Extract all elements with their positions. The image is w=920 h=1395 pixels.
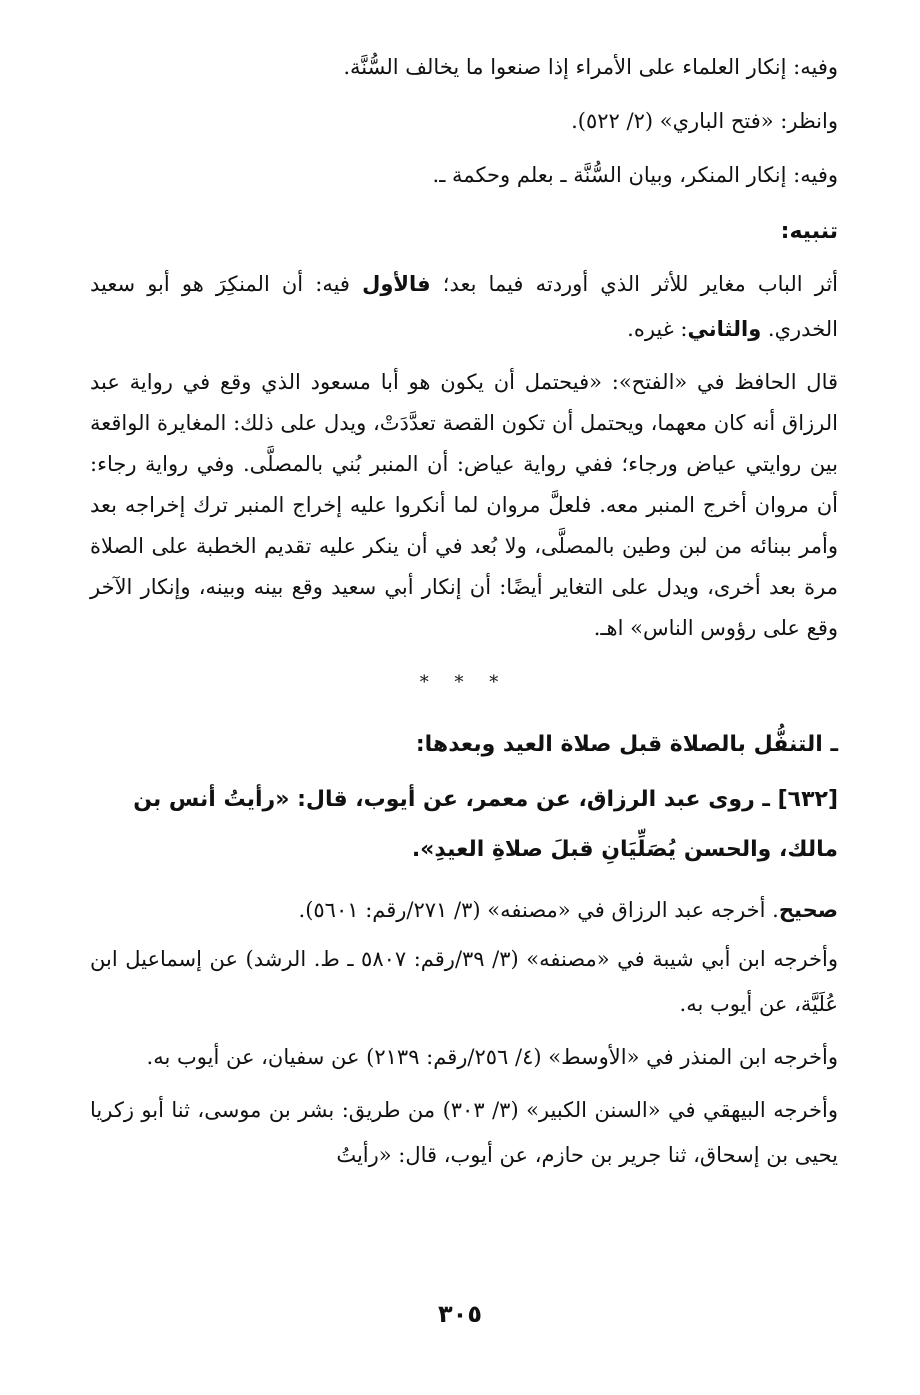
text-line-scholars-objection: وفيه: إنكار العلماء على الأمراء إذا صنعوا ما يخالف السُّنَّة. (343, 55, 838, 79)
tanbih-text-c: فيه: أن المنكِرَ هو أبو سعيد الخدري. (90, 272, 838, 341)
tanbih-text-e: : غيره. (627, 317, 688, 341)
takhrij-ibn-al-mundhir: وأخرجه ابن المنذر في «الأوسط» (٤/ ٢٥٦/رقم: ٢١٣٩) عن سفيان، عن أيوب به. (146, 1045, 838, 1069)
takhrij-ibn-abi-shaybah: وأخرجه ابن أبي شيبة في «مصنفه» (٣/ ٣٩/رقم: ٥٨٠٧ ـ ط. الرشد) عن إسماعيل ابن عُلَيَّة، عن أيوب به. (90, 947, 839, 1016)
text-line-forbidding-evil: وفيه: إنكار المنكر، وبيان السُّنَّة ـ بعلم وحكمة ـ. (432, 163, 838, 187)
tanbih-heading: تنبيه: (780, 219, 838, 244)
section-heading-nafl-prayer: ـ التنفُّل بالصلاة قبل صلاة العيد وبعدها: (415, 732, 838, 757)
page-number: ٣٠٥ (438, 1300, 482, 1328)
text-line-see-fath-albari: وانظر: «فتح الباري» (٢/ ٥٢٢). (571, 109, 838, 133)
grade-line (90, 883, 838, 937)
section-separator-stars: * * * (419, 672, 509, 693)
tanbih-second-label: والثاني (687, 317, 762, 341)
tanbih-first-label: فالأول (362, 272, 431, 296)
grade-label: صحيح (778, 898, 838, 922)
tanbih-paragraph-1 (90, 262, 838, 352)
tanbih-paragraph-hafiz-quote: قال الحافظ في «الفتح»: «فيحتمل أن يكون هو أبا مسعود الذي وقع في رواية عبد الرزاق أنه كان معهما، ويحتمل أن تكون القصة تعدَّدَتْ، ويدل على ذلك: المغايرة الواقعة بين روايتي عياض ورجاء؛ ففي رواية عياض: أن المنبر بُني بالمصلَّى. وفي رواية رجاء: أن مروان أخرج المنبر معه. فلعلَّ مروان لما أنكروا عليه إخراج المنبر ترك إخراجه بعد وأمر ببنائه من لبن وطين بالمصلَّى، ولا بُعد في أن ينكر عليه تقديم الخطبة على الصلاة مرة بعد أخرى، ويدل على التغاير أيضًا: أن إنكار أبي سعيد وقع بينه وبينه، وإنكار الآخر وقع على رؤوس الناس» اهـ. (90, 370, 838, 640)
hadith-632-text: [٦٣٢] ـ روى عبد الرزاق، عن معمر، عن أيوب، قال: «رأيتُ أنس بن مالك، والحسن يُصَلِّيَانِ قبلَ صلاةِ العيدِ». (133, 787, 838, 862)
takhrij-bayhaqi: وأخرجه البيهقي في «السنن الكبير» (٣/ ٣٠٣) من طريق: بشر بن موسى، ثنا أبو زكريا يحيى بن إسحاق، ثنا جرير بن حازم، عن أيوب، قال: «رأيتُ (90, 1098, 838, 1167)
tanbih-text-a: أثر الباب مغاير للأثر الذي أوردته فيما بعد؛ (430, 272, 838, 296)
grade-text: . أخرجه عبد الرزاق في «مصنفه» (٣/ ٢٧١/رقم: ٥٦٠١). (298, 898, 779, 922)
